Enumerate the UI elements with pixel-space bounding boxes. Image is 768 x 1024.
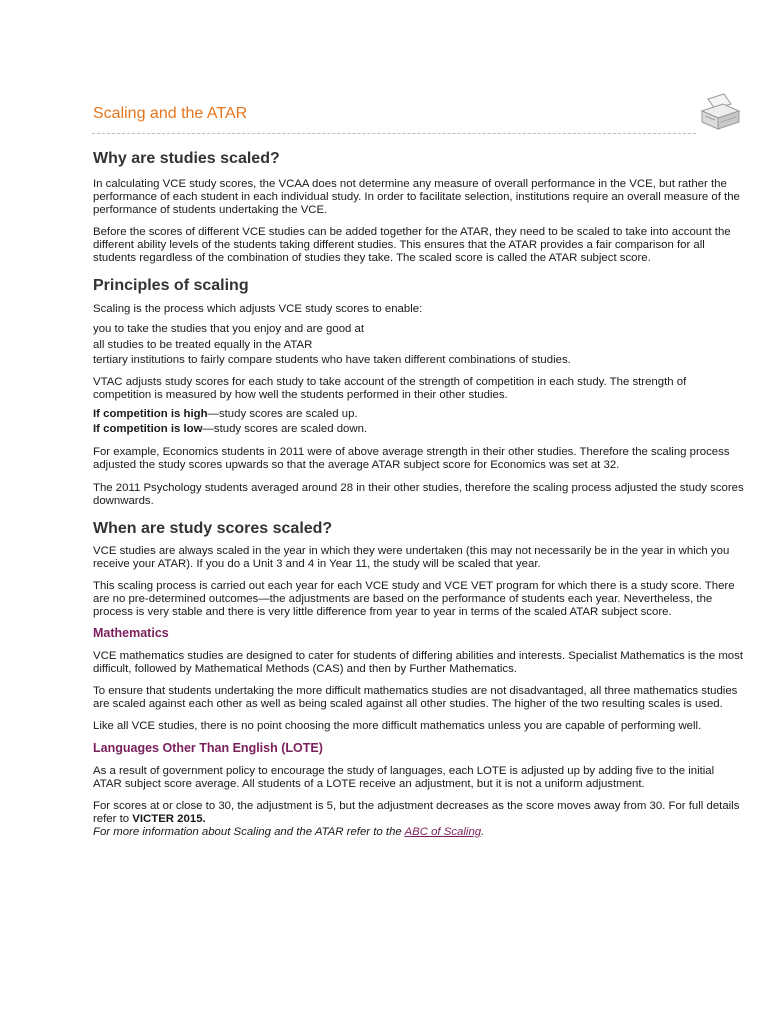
bold-text: If competition is low [93, 423, 203, 435]
list-item: tertiary institutions to fairly compare students who have taken different combinations of studies. [93, 354, 571, 366]
paragraph: For example, Economics students in 2011 were of above average strength in their other studies. Therefore the scaling process adjusted the study scores upwards so that the average ATAR subject score for Economics was set at 32. [93, 445, 730, 471]
article-content [93, 148, 745, 839]
list-item: all studies to be treated equally in the ATAR [93, 338, 313, 351]
abc-of-scaling-link[interactable]: ABC of Scaling [404, 825, 482, 838]
bold-text: If competition is high [93, 407, 208, 420]
heading-principles: Principles of scaling [93, 277, 249, 294]
competition-low [93, 422, 745, 438]
competition-high [93, 407, 745, 423]
paragraph: In calculating VCE study scores, the VCAA does not determine any measure of overall performance in the VCE, but rather the performance of each student in each individual study. In order to facilitate selection, institutions require an overall measure of the performance of students undertaking the VCE. [93, 178, 740, 216]
paragraph: The 2011 Psychology students averaged around 28 in their other studies, therefore the scaling process adjusted the study scores downwards. [93, 481, 744, 507]
principles-list [93, 322, 745, 369]
paragraph: To ensure that students undertaking the more difficult mathematics studies are not disadvantaged, all three mathematics studies are scaled against each other as well as being scaled against all other studies. The higher of the two resulting scales is used. [93, 684, 738, 710]
heading-why-scaled: Why are studies scaled? [93, 150, 280, 167]
printer-icon[interactable] [699, 93, 741, 131]
heading-when-scaled: When are study scores scaled? [93, 519, 333, 537]
victer-reference: VICTER 2015. [132, 812, 206, 825]
rule-text: —study scores are scaled down. [202, 423, 368, 435]
paragraph: VTAC adjusts study scores for each study to take account of the strength of competition in each study. The strength of competition is measured by how well the students performed in their other studies. [93, 375, 687, 401]
paragraph: Scaling is the process which adjusts VCE study scores to enable: [93, 303, 423, 315]
paragraph: As a result of government policy to encourage the study of languages, each LOTE is adjusted up by adding five to the initial ATAR subject score average. All students of a LOTE receive an adjustment, but it is not a uniform adjustment. [93, 764, 715, 790]
paragraph-lote-details [93, 800, 745, 826]
rule-text: —study scores are scaled up. [207, 407, 358, 420]
page-title: Scaling and the ATAR [93, 105, 248, 122]
competition-rules [93, 407, 745, 438]
header [93, 104, 743, 124]
more-info-text: For more information about Scaling and the ATAR refer to the [93, 825, 405, 838]
heading-lote: Languages Other Than English (LOTE) [93, 740, 323, 755]
more-info [93, 826, 745, 839]
list-item: you to take the studies that you enjoy and are good at [93, 323, 365, 335]
title-divider [92, 133, 696, 134]
details-text: For scores at or close to 30, the adjustment is 5, but the adjustment decreases as the score moves away from 30. For full details refer to [93, 799, 740, 825]
paragraph: Like all VCE studies, there is no point choosing the more difficult mathematics unless you are capable of performing well. [93, 719, 702, 732]
paragraph: VCE mathematics studies are designed to cater for students of differing abilities and interests. Specialist Mathematics is the most difficult, followed by Mathematical Methods (CAS) and then by Further Mathematics. [93, 649, 744, 675]
paragraph: VCE studies are always scaled in the year in which they were undertaken (this may not necessarily be in the year in which you receive your ATAR). If you do a Unit 3 and 4 in Year 11, the study will be scaled that year. [93, 544, 730, 570]
paragraph: This scaling process is carried out each year for each VCE study and VCE VET program for which there is a study score. There are no pre-determined outcomes—the adjustments are based on the performance of students each year. Nevertheless, the process is very stable and there is very little difference from year to year in terms of the scaled ATAR subject score. [93, 579, 735, 618]
heading-mathematics: Mathematics [93, 625, 169, 640]
more-info-end: . [481, 825, 485, 838]
paragraph: Before the scores of different VCE studies can be added together for the ATAR, they need to be scaled to take into account the different ability levels of the students taking different studies. This ensures that the ATAR provides a fair comparison for all students regardless of the combination of studies they take. The scaled score is called the ATAR subject score. [93, 226, 731, 264]
